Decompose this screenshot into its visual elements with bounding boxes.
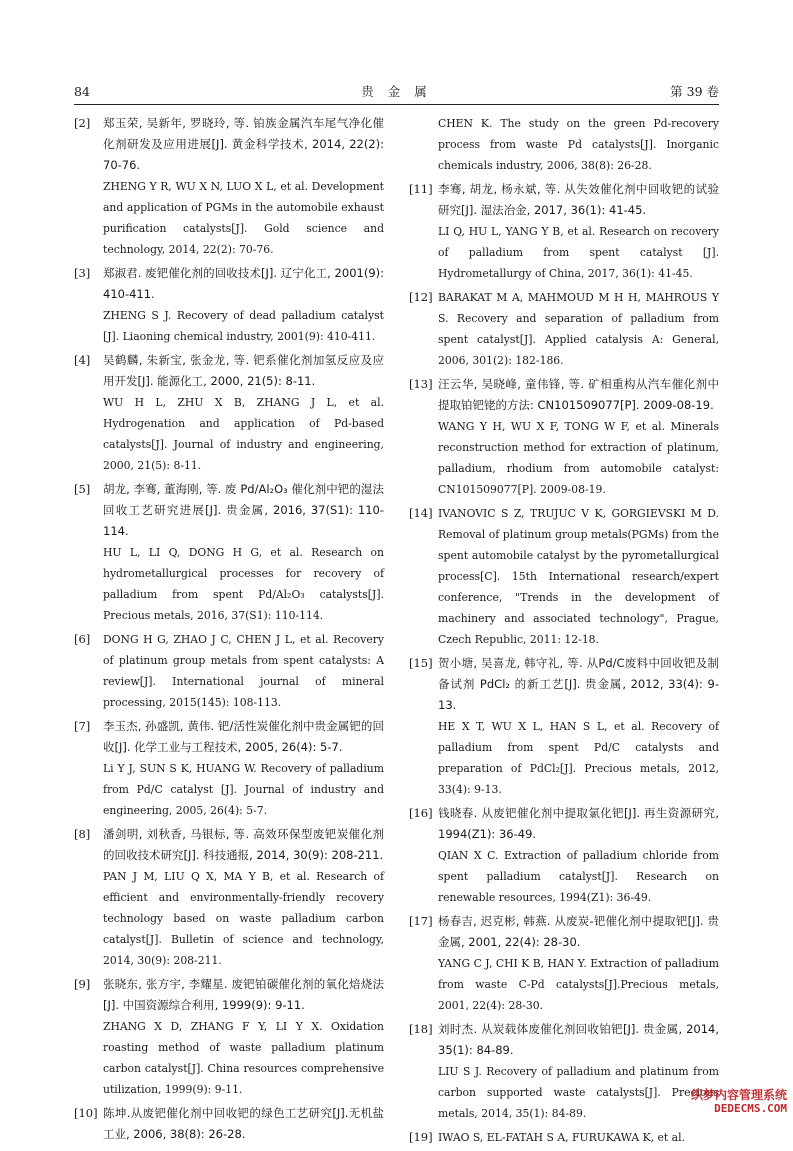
reference-entry: [74, 824, 384, 971]
reference-number: [3]: [74, 266, 91, 280]
reference-entry: [409, 287, 719, 371]
reference-entry: [409, 653, 719, 800]
reference-entry: [74, 1103, 384, 1145]
reference-text-en: LI Q, HU L, YANG Y B, et al. Research on recovery of palladium from spent catalyst [J]. Hydrometallurgy of China, 2017, 36(1): 41-45.: [438, 225, 719, 280]
reference-text-zh: 郑玉荣, 吴新年, 罗晓玲, 等. 铂族金属汽车尾气净化催化剂研发及应用进展[J]. 黄金科学技术, 2014, 22(2): 70-76.: [103, 116, 384, 172]
volume-label: 第 39 卷: [670, 84, 719, 99]
reference-text-en: CHEN K. The study on the green Pd-recovery process from waste Pd catalysts[J]. Inorganic chemicals industry, 2006, 38(8): 26-28.: [438, 117, 719, 172]
reference-number: [18]: [409, 1022, 433, 1036]
reference-number: [19]: [409, 1130, 433, 1144]
reference-text-zh: 汪云华, 吴晓峰, 童伟锋, 等. 矿相重构从汽车催化剂中提取铂钯铑的方法: CN101509077[P]. 2009-08-19.: [438, 377, 719, 412]
reference-number: [14]: [409, 506, 433, 520]
reference-number: [6]: [74, 632, 91, 646]
reference-text-en: ZHENG Y R, WU X N, LUO X L, et al. Development and application of PGMs in the automobile exhaust purification catalysts[J]. Gold science and technology, 2014, 22(2): 70-76.: [103, 180, 384, 256]
reference-entry: [409, 179, 719, 284]
reference-text-en: Li Y J, SUN S K, HUANG W. Recovery of palladium from Pd/C catalyst [J]. Journal of industry and engineering, 2005, 26(4): 5-7.: [103, 762, 384, 817]
reference-entry: [74, 716, 384, 821]
reference-text-en: PAN J M, LIU Q X, MA Y B, et al. Research of efficient and environmentally-friendly recovery technology based on waste palladium carbon catalyst[J]. Bulletin of science and technology, 2014, 30(9): 208-211.: [103, 870, 384, 967]
reference-entry: [409, 113, 719, 176]
page-number: 84: [74, 84, 90, 99]
reference-text-en: YANG C J, CHI K B, HAN Y. Extraction of palladium from waste C-Pd catalysts[J].Precious metals, 2001, 22(4): 28-30.: [438, 957, 720, 1012]
reference-entry: [409, 803, 719, 908]
reference-text-zh: 陈坤.从废钯催化剂中回收钯的绿色工艺研究[J].无机盐工业, 2006, 38(8): 26-28.: [103, 1106, 384, 1141]
reference-text-en: WU H L, ZHU X B, ZHANG J L, et al. Hydrogenation and application of Pd-based catalysts[J]. Journal of industry and engineering, 2000, 21(5): 8-11.: [103, 396, 384, 472]
journal-title: 贵 金 属: [361, 84, 432, 99]
reference-text-en: ZHENG S J. Recovery of dead palladium catalyst [J]. Liaoning chemical industry, 2001(9): 410-411.: [103, 309, 384, 343]
reference-text-zh: 吴鹤麟, 朱新宝, 张金龙, 等. 钯系催化剂加氢反应及应用开发[J]. 能源化工, 2000, 21(5): 8-11.: [103, 353, 384, 388]
reference-text-en: DONG H G, ZHAO J C, CHEN J L, et al. Recovery of platinum group metals from spent catalysts: A review[J]. International journal of mineral processing, 2015(145): 108-113.: [103, 633, 384, 709]
reference-text-zh: 潘剑明, 刘秋香, 马银标, 等. 高效环保型废钯炭催化剂的回收技术研究[J]. 科技通报, 2014, 30(9): 208-211.: [103, 827, 384, 862]
reference-text-zh: 李玉杰, 孙盛凯, 黄伟. 钯/活性炭催化剂中贵金属钯的回收[J]. 化学工业与工程技术, 2005, 26(4): 5-7.: [103, 719, 384, 754]
running-header: [74, 84, 719, 102]
reference-number: [9]: [74, 977, 91, 991]
reference-text-en: HE X T, WU X L, HAN S L, et al. Recovery of palladium from spent Pd/C catalysts and preparation of PdCl₂[J]. Precious metals, 2012, 33(4): 9-13.: [438, 720, 719, 796]
reference-number: [2]: [74, 116, 91, 130]
reference-text-en: LIU S J. Recovery of palladium and platinum from carbon supported waste catalysts[J]. Precious metals, 2014, 35(1): 84-89.: [438, 1065, 719, 1120]
watermark-line-2: DEDECMS.COM: [714, 1102, 787, 1115]
reference-entry: [74, 113, 384, 260]
reference-text-en: IWAO S, EL-FATAH S A, FURUKAWA K, et al.: [438, 1131, 685, 1144]
reference-entry: [409, 374, 719, 500]
reference-text-zh: 贺小塘, 吴喜龙, 韩守礼, 等. 从Pd/C废料中回收钯及制备试剂 PdCl₂ 的新工艺[J]. 贵金属, 2012, 33(4): 9-13.: [438, 656, 719, 712]
reference-entry: [409, 503, 719, 650]
reference-text-zh: 刘时杰. 从炭载体废催化剂回收铂钯[J]. 贵金属, 2014, 35(1): 84-89.: [438, 1022, 719, 1057]
reference-number: [4]: [74, 353, 91, 367]
reference-number: [11]: [409, 182, 433, 196]
header-rule: [74, 104, 719, 105]
reference-entry: [74, 974, 384, 1100]
reference-number: [7]: [74, 719, 91, 733]
reference-entry: [74, 350, 384, 476]
reference-number: [13]: [409, 377, 433, 391]
references-right-column: [409, 113, 719, 1151]
reference-number: [17]: [409, 914, 433, 928]
reference-entry: [74, 263, 384, 347]
reference-text-en: HU L, LI Q, DONG H G, et al. Research on hydrometallurgical processes for recovery of palladium from spent Pd/Al₂O₃ catalysts[J]. Precious metals, 2016, 37(S1): 110-114.: [103, 546, 384, 622]
reference-number: [12]: [409, 290, 433, 304]
reference-entry: [74, 479, 384, 626]
reference-text-en: BARAKAT M A, MAHMOUD M H H, MAHROUS Y S. Recovery and separation of palladium from spent catalyst[J]. Applied catalysis A: General, 2006, 301(2): 182-186.: [438, 291, 719, 367]
reference-text-zh: 张晓东, 张方宇, 李耀星. 废钯铂碳催化剂的氧化焙烧法[J]. 中国资源综合利用, 1999(9): 9-11.: [103, 977, 384, 1012]
reference-number: [16]: [409, 806, 433, 820]
reference-number: [10]: [74, 1106, 98, 1120]
reference-text-zh: 钱晓春. 从废钯催化剂中提取氯化钯[J]. 再生资源研究, 1994(Z1): 36-49.: [438, 806, 719, 841]
reference-entry: [409, 1127, 719, 1148]
reference-text-en: QIAN X C. Extraction of palladium chloride from spent palladium catalyst[J]. Research on renewable resources, 1994(Z1): 36-49.: [438, 849, 719, 904]
reference-text-zh: 郑淑君. 废钯催化剂的回收技术[J]. 辽宁化工, 2001(9): 410-411.: [103, 266, 384, 301]
reference-text-en: ZHANG X D, ZHANG F Y, LI Y X. Oxidation roasting method of waste palladium platinum carbon catalyst[J]. China resources comprehensive utilization, 1999(9): 9-11.: [103, 1020, 384, 1096]
site-watermark: [645, 1088, 787, 1116]
reference-text-zh: 杨春吉, 迟克彬, 韩燕. 从废炭-钯催化剂中提取钯[J]. 贵金属, 2001, 22(4): 28-30.: [438, 914, 719, 949]
reference-entry: [74, 629, 384, 713]
reference-number: [15]: [409, 656, 433, 670]
reference-entry: [409, 911, 719, 1016]
references-left-column: [74, 113, 384, 1148]
reference-text-en: IVANOVIC S Z, TRUJUC V K, GORGIEVSKI M D. Removal of platinum group metals(PGMs) from the spent automobile catalyst by the pyrometallurgical process[C]. 15th International research/expert conference, "Trends in the development of machinery and associated technology", Prague, Czech Republic, 2011: 12-18.: [438, 507, 719, 646]
watermark-line-1: 织梦内容管理系统: [690, 1088, 787, 1102]
reference-text-zh: 胡龙, 李骞, 董海刚, 等. 废 Pd/Al₂O₃ 催化剂中钯的湿法回收工艺研究进展[J]. 贵金属, 2016, 37(S1): 110-114.: [103, 482, 384, 538]
reference-number: [5]: [74, 482, 91, 496]
reference-text-zh: 李骞, 胡龙, 杨永斌, 等. 从失效催化剂中回收钯的试验研究[J]. 湿法冶金, 2017, 36(1): 41-45.: [438, 182, 719, 217]
reference-text-en: WANG Y H, WU X F, TONG W F, et al. Minerals reconstruction method for extraction of platinum, palladium, rhodium from automobile catalyst: CN101509077[P]. 2009-08-19.: [438, 420, 719, 496]
reference-number: [8]: [74, 827, 91, 841]
